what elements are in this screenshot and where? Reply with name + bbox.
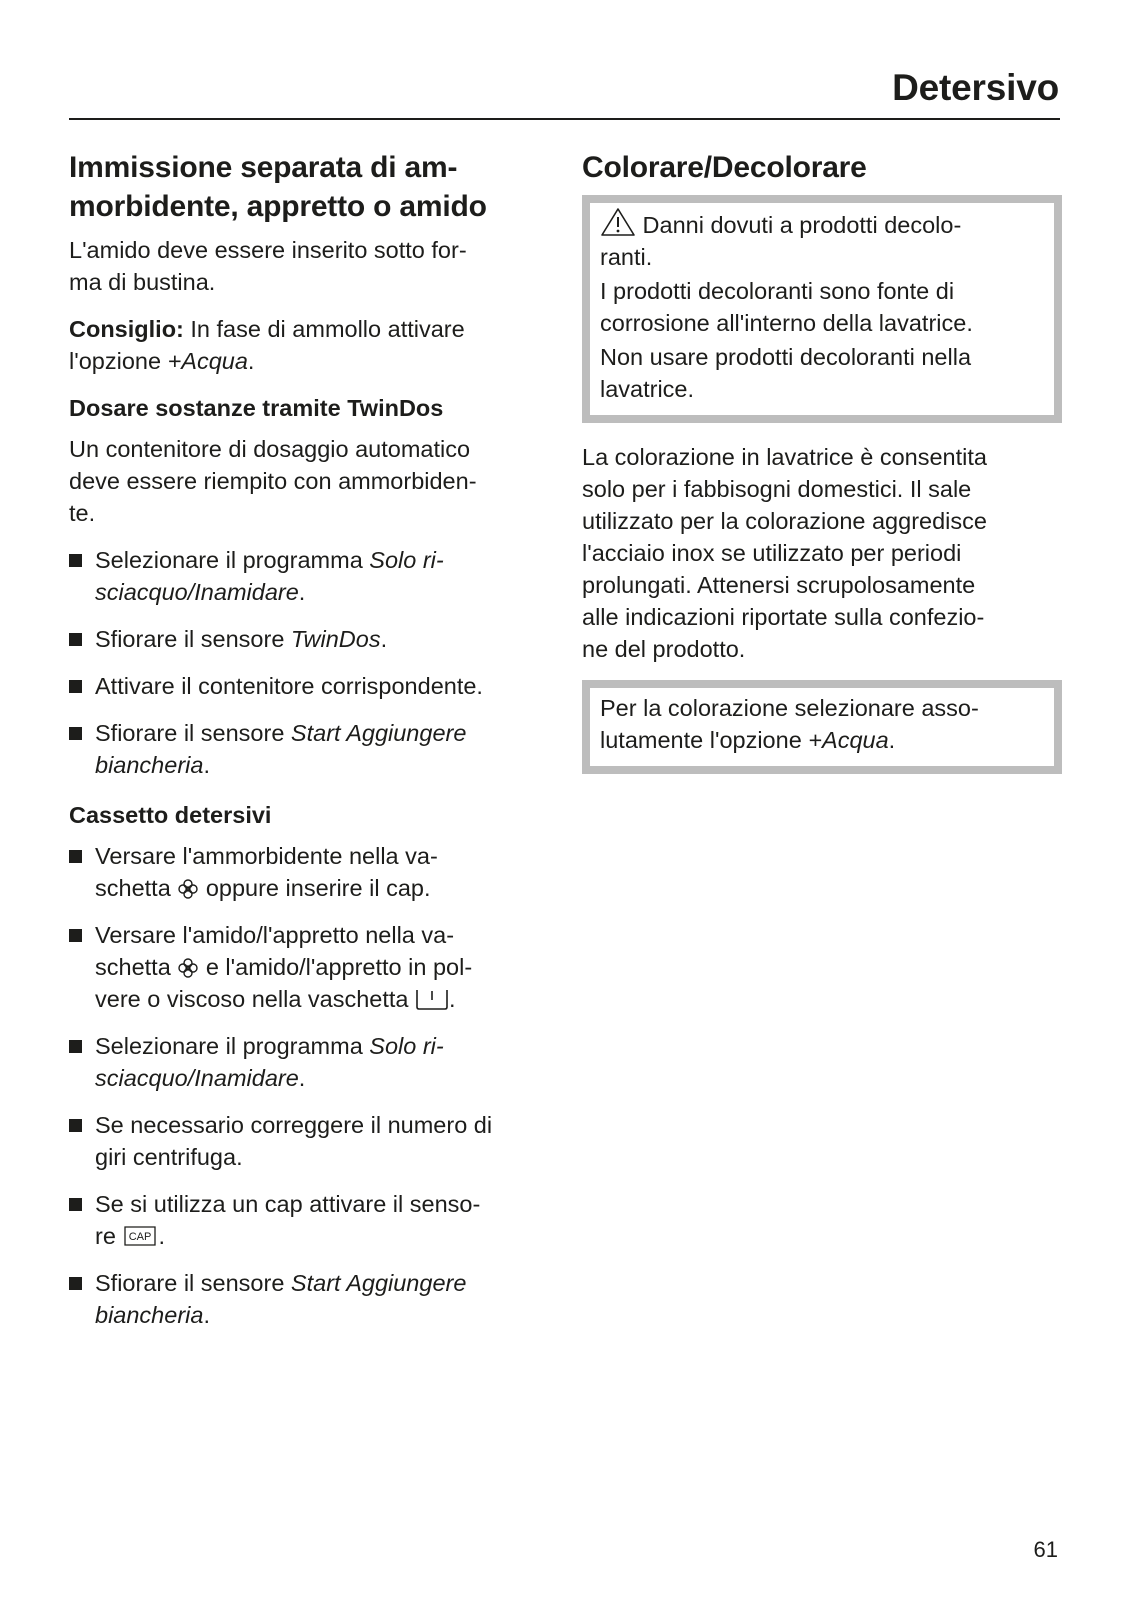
punct: . [203,752,210,778]
text: Se necessario correggere il numero di [95,1112,493,1138]
text-line: alle indicazioni riportate sulla confezio- [582,604,985,630]
compartment-icon [415,987,449,1011]
punct: . [888,727,896,753]
punct: . [449,986,456,1012]
sensor-name: TwinDos [290,626,381,652]
sensor-name: Start Aggiungere [290,720,467,746]
punct: . [203,1302,210,1328]
option-name: +Acqua [167,348,248,374]
drawer-steps [69,840,559,1331]
warning-paragraph [600,341,1042,405]
text: corrosione all'interno della lavatrice. [600,310,973,336]
text: Per la colorazione selezionare asso- [600,695,979,721]
text: Versare l'amido/l'appretto nella va- [95,922,455,948]
list-item [69,544,559,608]
coloring-paragraph [582,441,1062,665]
list-item [69,623,559,655]
program-name: sciacquo/Inamidare [95,1065,299,1091]
bullet-square-icon [69,1040,82,1053]
sensor-name: biancheria [95,1302,204,1328]
punct: . [298,579,306,605]
text-line: l'acciaio inox se utilizzato per periodi [582,540,962,566]
program-name: Solo ri- [369,1033,444,1059]
warning-paragraph [600,275,1042,339]
warning-title [600,207,1042,273]
text-line: ne del prodotto. [582,636,746,662]
punct: . [247,348,255,374]
tip-paragraph [69,313,559,377]
bullet-square-icon [69,850,82,863]
text-line: te. [69,500,96,526]
text: schetta [95,954,178,980]
cap-icon [122,1224,158,1248]
warning-box [582,195,1062,423]
text: schetta [95,875,178,901]
list-item [69,919,559,1015]
subheading-twindos: Dosare sostanze tramite TwinDos [69,395,444,421]
text: Attivare il contenitore corrispondente. [95,673,483,699]
text: Se si utilizza un cap attivare il senso- [95,1191,481,1217]
text: Non usare prodotti decoloranti nella [600,344,972,370]
text-line: l'opzione [69,348,168,374]
subheading-drawer: Cassetto detersivi [69,802,272,828]
bullet-square-icon [69,554,82,567]
twindos-steps [69,544,559,781]
text: Sfiorare il sensore [95,626,291,652]
section-heading-coloring: Colorare/Decolorare [582,151,867,184]
list-item [69,1109,559,1173]
text-line: solo per i fabbisogni domestici. Il sale [582,476,972,502]
text: Selezionare il programma [95,1033,370,1059]
tip-label: Consiglio: [69,316,184,342]
list-item [69,1030,559,1094]
note-paragraph [600,692,1042,756]
text: Versare l'ammorbidente nella va- [95,843,438,869]
left-column [69,140,559,1349]
punct: . [380,626,388,652]
text-line: utilizzato per la colorazione aggredisce [582,508,987,534]
text-line: ma di bustina. [69,269,216,295]
sensor-name: Start Aggiungere [290,1270,467,1296]
svg-text:CAP: CAP [129,1231,152,1243]
text-line: deve essere riempito con ammorbiden- [69,468,477,494]
text: oppure inserire il cap. [199,875,431,901]
text: re [95,1223,123,1249]
right-column [582,140,1062,792]
header-rule [69,118,1060,120]
heading-line: morbidente, appretto o amido [69,190,487,223]
bullet-square-icon [69,1198,82,1211]
text: vere o viscoso nella vaschetta [95,986,416,1012]
starch-intro [69,234,559,298]
list-item [69,717,559,781]
bullet-square-icon [69,1119,82,1132]
text-line: prolungati. Attenersi scrupolosamente [582,572,976,598]
text-line: L'amido deve essere inserito sotto for- [69,237,467,263]
twindos-paragraph [69,433,559,529]
page-header-title: Detersivo [892,67,1059,108]
section-heading-separate-dosing [69,148,559,226]
text-line: Un contenitore di dosaggio automatico [69,436,471,462]
warning-triangle-icon [600,207,636,237]
text: Sfiorare il sensore [95,1270,291,1296]
punct: . [158,1223,165,1249]
flower-icon [177,878,199,900]
text: lutamente l'opzione [600,727,809,753]
note-box [582,680,1062,774]
heading-line: Immissione separata di am- [69,151,458,184]
option-name: +Acqua [808,727,889,753]
bullet-square-icon [69,1277,82,1290]
text: lavatrice. [600,376,695,402]
text: Danni dovuti a prodotti decolo- [636,212,962,238]
punct: . [298,1065,306,1091]
text: e l'amido/l'appretto in pol- [199,954,473,980]
list-item [69,840,559,904]
program-name: Solo ri- [369,547,444,573]
bullet-square-icon [69,680,82,693]
bullet-square-icon [69,929,82,942]
bullet-square-icon [69,727,82,740]
program-name: sciacquo/Inamidare [95,579,299,605]
text-line: La colorazione in lavatrice è consentita [582,444,987,470]
text: ranti. [600,244,653,270]
list-item [69,1188,559,1252]
flower-icon [177,957,199,979]
text: Selezionare il programma [95,547,370,573]
page-number: 61 [1033,1537,1058,1562]
text: I prodotti decoloranti sono fonte di [600,278,955,304]
text-line: In fase di ammollo attivare [183,316,465,342]
bullet-square-icon [69,633,82,646]
sensor-name: biancheria [95,752,204,778]
text: giri centrifuga. [95,1144,243,1170]
text: Sfiorare il sensore [95,720,291,746]
list-item [69,670,559,702]
list-item [69,1267,559,1331]
